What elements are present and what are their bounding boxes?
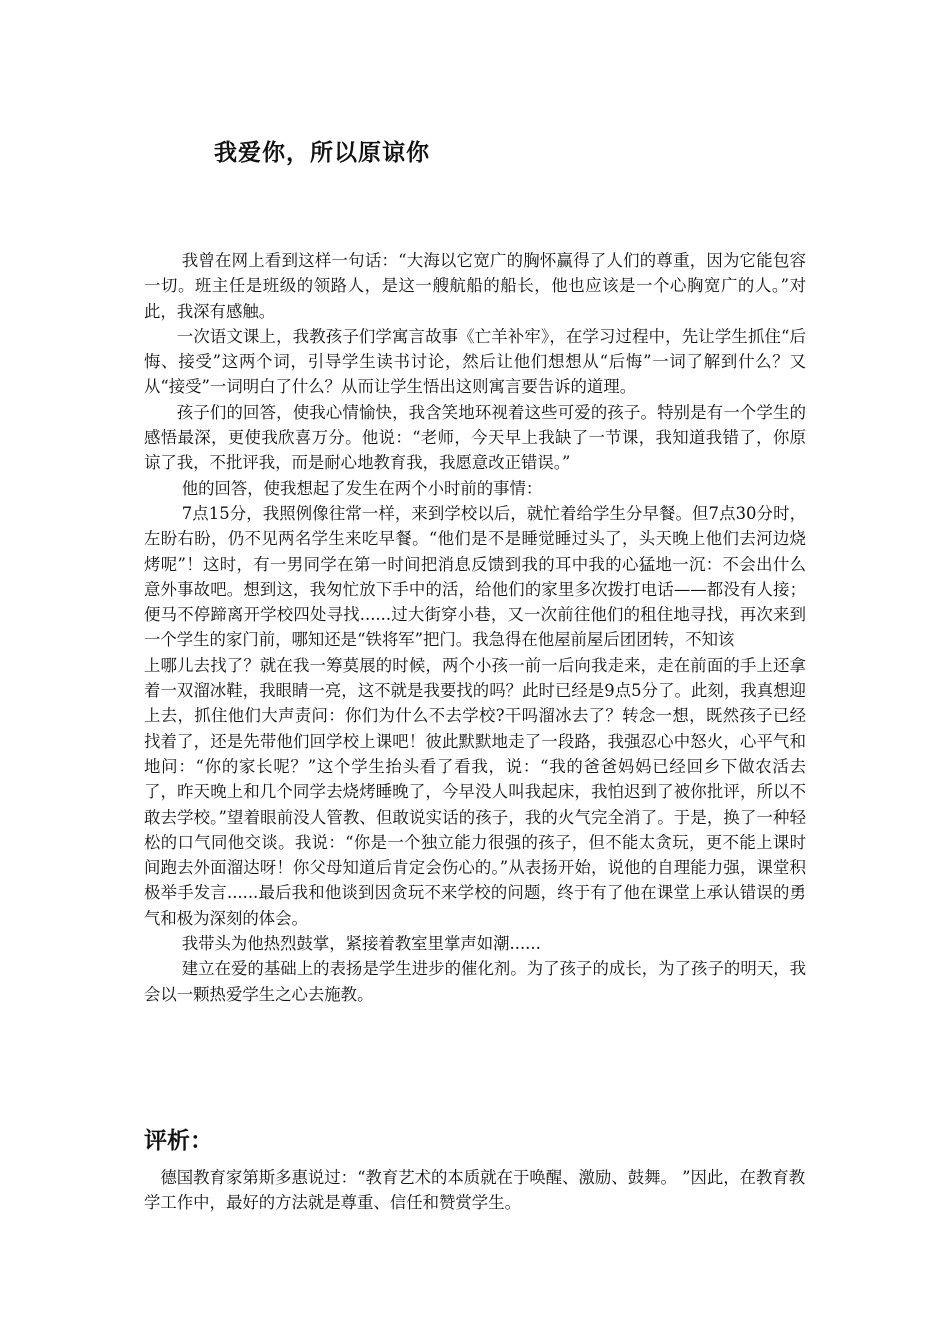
paragraph-7: 我带头为他热烈鼓掌，紧接着教室里掌声如潮...... [181, 934, 541, 954]
analysis-heading: 评析： [144, 1128, 213, 1154]
paragraph-8: 建立在爱的基础上的表扬是学生进步的催化剂。为了孩子的成长，为了孩子的明天，我会以一颗热爱学生之心去施教。 [144, 959, 806, 1004]
paragraph-4: 他的回答，使我想起了发生在两个小时前的事情： [181, 478, 543, 498]
analysis-text: 德国教育家第斯多惠说过：“教育艺术的本质就在于唤醒、激励、鼓舞。 ”因此，在教育教学工作中，最好的方法就是尊重、信任和赞赏学生。 [144, 1168, 806, 1213]
document-body [144, 248, 806, 1007]
paragraph-5: 7点15分，我照例像往常一样，来到学校以后，就忙着给学生分早餐。但7点30分时，左盼右盼，仍不见两名学生来吃早餐。“他们是不是睡觉睡过头了，头天晚上他们去河边烧烤呢”！这时，有一男同学在第一时间把消息反馈到我的耳中我的心猛地一沉：不会出什么意外事故吧。想到这，我匆忙放下手中的活，给他们的家里多次拨打电话——都没有人接；便马不停蹄离开学校四处寻找......过大街穿小巷，又一次前往他们的租住地寻找，再次来到一个学生的家门前，哪知还是“铁将军”把门。我急得在他屋前屋后团团转，不知该 [144, 503, 806, 650]
paragraph-6: 上哪儿去找了？就在我一筹莫展的时候，两个小孩一前一后向我走来，走在前面的手上还拿着一双溜冰鞋，我眼睛一亮，这不就是我要找的吗？此时已经是9点5分了。此刻，我真想迎上去，抓住他们大声责问：你们为什么不去学校?干吗溜冰去了？转念一想，既然孩子已经找着了，还是先带他们回学校上课吧！彼此默默地走了一段路，我强忍心中怒火，心平气和地问：“你的家长呢？”这个学生抬头看了看我，说：“我的爸爸妈妈已经回乡下做农活去了，昨天晚上和几个同学去烧烤睡晚了，今早没人叫我起床，我怕迟到了被你批评，所以不敢去学校。”望着眼前没人管教、但敢说实话的孩子，我的火气完全消了。于是，换了一种轻松的口气同他交谈。我说：“你是一个独立能力很强的孩子，但不能太贪玩，更不能上课时间跑去外面溜达呀！你父母知道后肯定会伤心的。”从表扬开始，说他的自理能力强，课堂积极举手发言......最后我和他谈到因贪玩不来学校的问题，终于有了他在课堂上承认错误的勇气和极为深刻的体会。 [144, 655, 806, 928]
paragraph-1: 我曾在网上看到这样一句话：“大海以它宽广的胸怀赢得了人们的尊重，因为它能包容一切。班主任是班级的领路人，是这一艘航船的船长，他也应该是一个心胸宽广的人。”对此，我深有感触。 [144, 251, 806, 321]
analysis-section [144, 1122, 806, 1216]
paragraph-3: 孩子们的回答，使我心情愉快，我含笑地环视着这些可爱的孩子。特别是有一个学生的感悟最深，更使我欣喜万分。他说：“老师，今天早上我缺了一节课，我知道我错了，你原谅了我，不批评我，而是耐心地教育我，我愿意改正错误。” [144, 402, 806, 473]
paragraph-2: 一次语文课上，我教孩子们学寓言故事《亡羊补牢》，在学习过程中，先让学生抓住“后悔、接受”这两个词，引导学生读书讨论，然后让他们想想从“后悔”一词了解到什么？又从“接受”一词明白了什么？从而让学生悟出这则寓言要告诉的道理。 [144, 326, 806, 397]
document-title: 我爱你，所以原谅你 [214, 140, 430, 166]
